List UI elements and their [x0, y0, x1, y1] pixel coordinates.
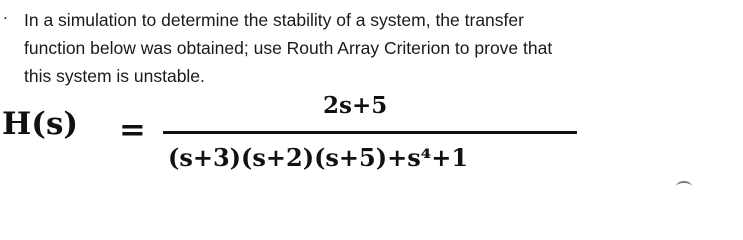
cropped-mark	[676, 181, 692, 192]
list-bullet: .	[3, 4, 8, 23]
fraction-bar	[163, 131, 577, 134]
problem-statement	[24, 6, 736, 90]
problem-line-1: In a simulation to determine the stability of a system, the transfer	[24, 10, 524, 30]
equals-sign: =	[119, 110, 146, 148]
transfer-function-lhs: H(s)	[2, 106, 79, 142]
transfer-function-numerator: 2s+5	[323, 92, 388, 119]
problem-line-2: function below was obtained; use Routh Array Criterion to prove that	[24, 38, 553, 58]
transfer-function-denominator: (s+3)(s+2)(s+5)+s⁴+1	[168, 143, 469, 172]
problem-line-3: this system is unstable.	[24, 66, 205, 86]
